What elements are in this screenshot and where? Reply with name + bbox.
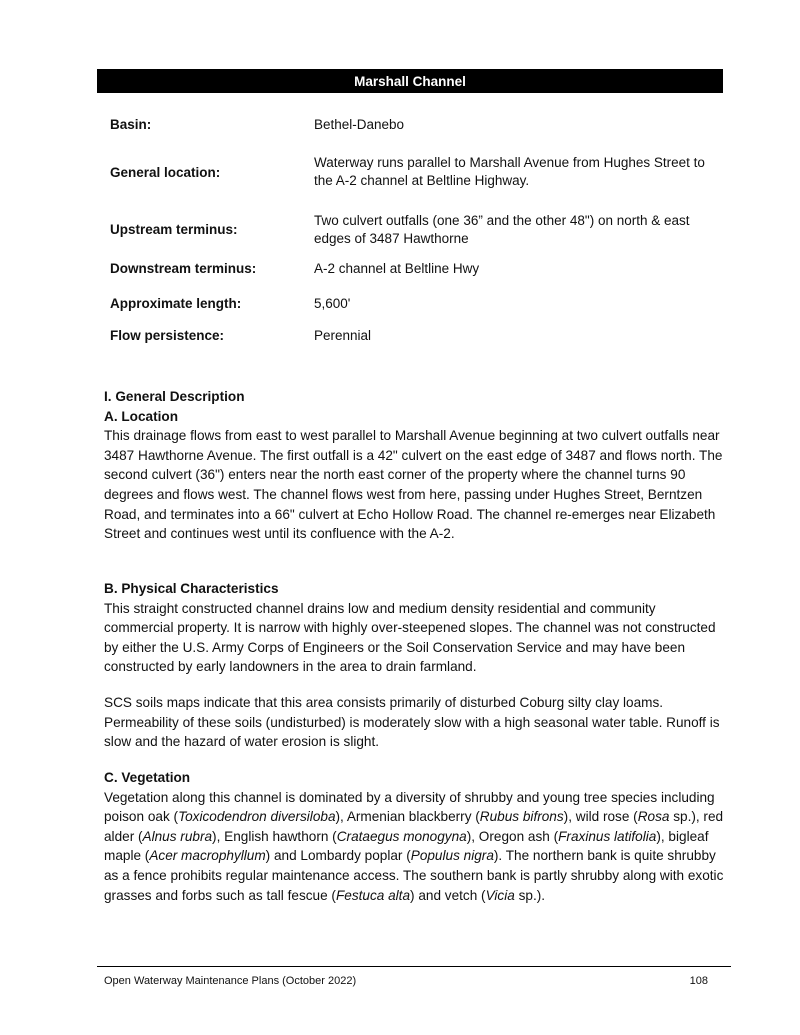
veg-text-6: ), Oregon ash ( bbox=[466, 828, 559, 844]
veg-text-2: ), Armenian blackberry ( bbox=[335, 809, 480, 825]
location-heading: A. Location bbox=[104, 408, 179, 424]
general-location-value: Waterway runs parallel to Marshall Avenue from Hughes Street to the A-2 channel at Beltline Highway. bbox=[314, 155, 705, 188]
soils-section bbox=[104, 693, 724, 752]
upstream-terminus-value: Two culvert outfalls (one 36” and the other 48") on north & east edges of 3487 Hawthorne bbox=[314, 213, 690, 246]
footer-divider bbox=[97, 966, 731, 967]
veg-species-10: Vicia bbox=[485, 887, 515, 903]
approximate-length-label: Approximate length: bbox=[110, 296, 242, 311]
veg-text-5: ), English hawthorn ( bbox=[212, 828, 337, 844]
approximate-length-value: 5,600' bbox=[314, 296, 351, 311]
vegetation-heading: C. Vegetation bbox=[104, 770, 191, 785]
veg-species-3: Rosa bbox=[637, 809, 670, 825]
general-description-section bbox=[104, 387, 724, 544]
veg-text-8: ) and Lombardy poplar ( bbox=[265, 848, 411, 864]
page-number: 108 bbox=[689, 975, 708, 987]
veg-text-3: ), wild rose ( bbox=[563, 809, 638, 825]
basin-label: Basin: bbox=[110, 117, 152, 132]
physical-characteristics-section bbox=[104, 579, 724, 677]
general-description-heading: I. General Description bbox=[104, 389, 245, 404]
location-paragraph: This drainage flows from east to west parallel to Marshall Avenue beginning at two culvert outfalls near 3487 Hawthorne Avenue. The first outfall is a 42" culvert on the east edge of 3487 and flows north. The second culvert (36") enters near the north east corner of the property where the channel turns 90 degrees and flows west. The channel flows west from here, passing under Hughes Street, Berntzen Road, and terminates into a 66" culvert at Echo Hollow Road. The channel re-emerges near Elizabeth Street and continues west until its confluence with the A-2. bbox=[104, 428, 723, 542]
veg-species-5: Crataegus monogyna bbox=[336, 828, 467, 844]
downstream-terminus-label: Downstream terminus: bbox=[110, 261, 257, 276]
veg-text-11: sp.). bbox=[514, 887, 546, 903]
veg-species-9: Festuca alta bbox=[335, 887, 411, 903]
veg-text-4: sp.), red alder ( bbox=[104, 809, 724, 844]
veg-species-8: Populus nigra bbox=[410, 848, 494, 864]
section-title: Marshall Channel bbox=[354, 73, 466, 89]
veg-species-2: Rubus bifrons bbox=[479, 809, 564, 825]
veg-text-10: ) and vetch ( bbox=[410, 887, 486, 903]
veg-species-6: Fraxinus latifolia bbox=[558, 828, 657, 844]
veg-species-1: Toxicodendron diversiloba bbox=[178, 809, 336, 825]
vegetation-section bbox=[104, 768, 724, 905]
physical-paragraph-2: SCS soils maps indicate that this area consists primarily of disturbed Coburg silty clay loams. Permeability of these soils (undisturbed) is moderately slow with a high seasonal water table. Runoff is slow and the hazard of water erosion is slight. bbox=[104, 695, 720, 750]
veg-species-4: Alnus rubra bbox=[142, 828, 213, 844]
veg-species-7: Acer macrophyllum bbox=[149, 848, 266, 864]
section-title-bar bbox=[97, 69, 723, 93]
flow-persistence-value: Perennial bbox=[314, 328, 372, 343]
downstream-terminus-value: A-2 channel at Beltline Hwy bbox=[314, 261, 480, 276]
physical-paragraph-1: This straight constructed channel drains low and medium density residential and community commercial property. It is narrow with highly over-steepened slopes. The channel was not constructed by either the U.S. Army Corps of Engineers or the Soil Conservation Service and may have been constructed by early landowners in the area to drain farmland. bbox=[104, 600, 716, 675]
footer-title: Open Waterway Maintenance Plans (October 2022) bbox=[104, 975, 357, 987]
veg-text-7: ), bigleaf maple ( bbox=[104, 828, 709, 864]
upstream-terminus-label: Upstream terminus: bbox=[110, 222, 238, 237]
physical-characteristics-heading: B. Physical Characteristics bbox=[104, 581, 279, 596]
general-location-label: General location: bbox=[110, 165, 221, 180]
flow-persistence-label: Flow persistence: bbox=[110, 328, 225, 343]
veg-text-1: Vegetation along this channel is dominated by a diversity of shrubby and young tree species including poison oak ( bbox=[104, 789, 715, 825]
basin-value: Bethel-Danebo bbox=[314, 117, 405, 132]
vegetation-paragraph bbox=[104, 788, 724, 906]
veg-text-9: ). The northern bank is quite shrubby as a fence prohibits regular maintenance access. The southern bank is partly shrubby along with exotic grasses and forbs such as tall fescue ( bbox=[104, 848, 724, 903]
